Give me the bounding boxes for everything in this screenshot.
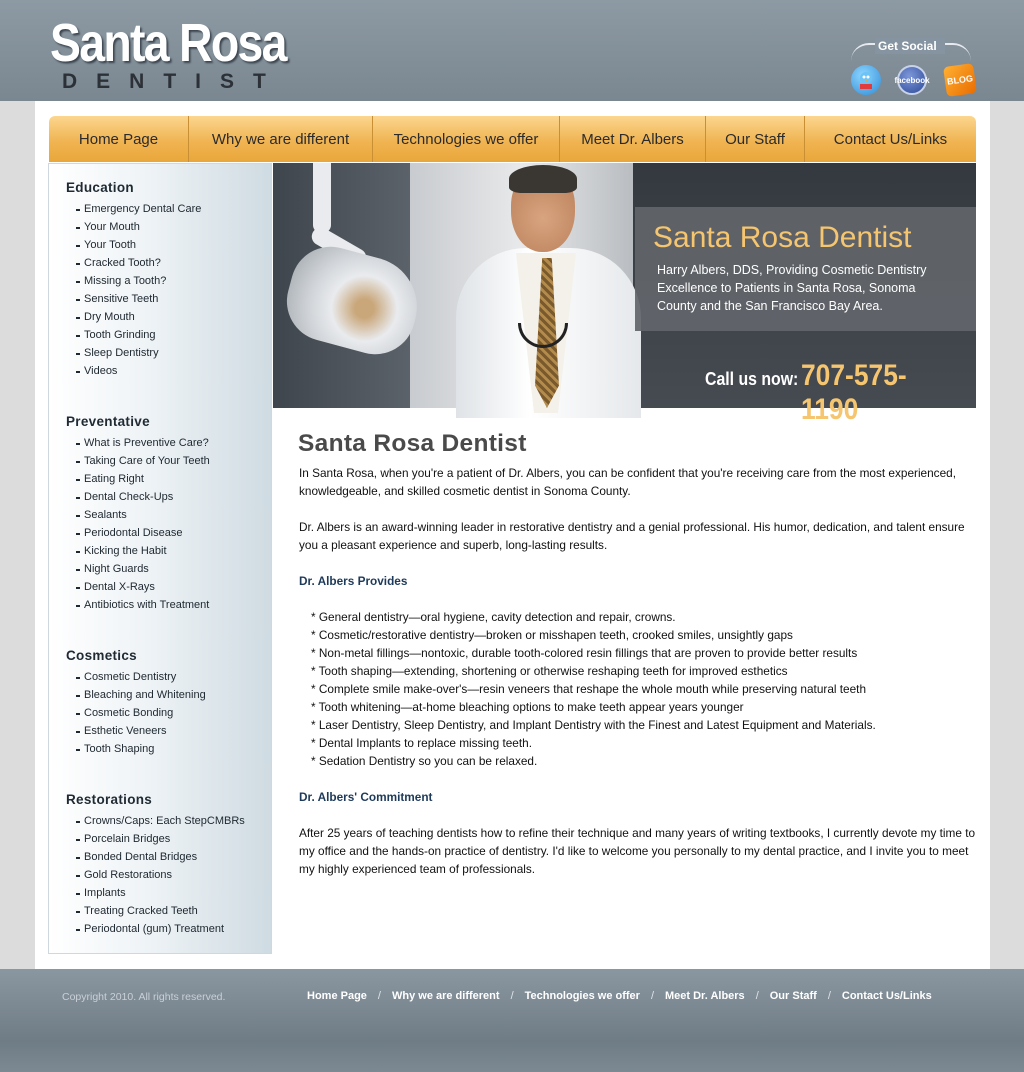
sidebar-link[interactable]: Emergency Dental Care <box>66 200 201 218</box>
footer-link-meet-dr-albers[interactable]: Meet Dr. Albers <box>665 990 745 1002</box>
sidebar-link[interactable]: Implants <box>66 884 245 902</box>
sidebar-link[interactable]: Periodontal Disease <box>66 524 210 542</box>
sidebar-link[interactable]: Your Mouth <box>66 218 201 236</box>
sidebar-link[interactable]: Gold Restorations <box>66 866 245 884</box>
sidebar-link[interactable]: Kicking the Habit <box>66 542 210 560</box>
sidebar-link[interactable]: Eating Right <box>66 470 210 488</box>
twitter-bird-icon[interactable] <box>851 65 881 95</box>
list-item: * Tooth whitening—at-home bleaching options to make teeth appear years younger <box>311 700 744 714</box>
list-item: * Dental Implants to replace missing teeth. <box>311 736 532 750</box>
footer-separator: / <box>510 990 514 1002</box>
provides-heading: Dr. Albers Provides <box>299 574 408 588</box>
sidebar-heading: Restorations <box>66 792 153 807</box>
sidebar-link[interactable]: Dental Check-Ups <box>66 488 210 506</box>
blog-icon[interactable]: BLOG <box>943 63 977 97</box>
sidebar-link[interactable]: Periodontal (gum) Treatment <box>66 920 245 938</box>
sidebar-link[interactable]: Sensitive Teeth <box>66 290 201 308</box>
sidebar-link[interactable]: Videos <box>66 362 201 380</box>
sidebar-link[interactable]: Sleep Dentistry <box>66 344 201 362</box>
sidebar-section-cosmetics <box>66 648 206 758</box>
sidebar-link[interactable]: Cosmetic Dentistry <box>66 668 206 686</box>
sidebar-link[interactable]: Tooth Shaping <box>66 740 206 758</box>
sidebar-link[interactable]: Cosmetic Bonding <box>66 704 206 722</box>
facebook-icon[interactable]: facebook <box>897 65 927 95</box>
list-item: * Laser Dentistry, Sleep Dentistry, and Implant Dentistry with the Finest and Latest Equipment and Materials. <box>311 718 876 732</box>
logo-subtitle[interactable]: DENTIST <box>62 70 285 93</box>
footer-link-why-different[interactable]: Why we are different <box>391 990 500 1002</box>
sidebar-link[interactable]: Bonded Dental Bridges <box>66 848 245 866</box>
hero-phone-number[interactable]: 707-575-1190 <box>801 359 907 426</box>
nav-technologies[interactable]: Technologies we offer <box>373 116 560 162</box>
sidebar-link[interactable]: Antibiotics with Treatment <box>66 596 210 614</box>
copyright-text: Copyright 2010. All rights reserved. <box>62 991 226 1003</box>
sidebar-link[interactable]: Bleaching and Whitening <box>66 686 206 704</box>
intro-paragraph: Dr. Albers is an award-winning leader in restorative dentistry and a genial professional. His humor, dedication, and talent ensure you a pleasant experience and superb, long-lasting results. <box>299 520 965 552</box>
footer-nav <box>307 990 932 1002</box>
sidebar-link[interactable]: Tooth Grinding <box>66 326 201 344</box>
footer-separator: / <box>377 990 381 1002</box>
intro-paragraph: In Santa Rosa, when you're a patient of Dr. Albers, you can be confident that you're receiving care from the most experienced, knowledgeable, and skilled cosmetic dentist in Sonoma County. <box>299 466 956 498</box>
sidebar-link[interactable]: Your Tooth <box>66 236 201 254</box>
sidebar-link[interactable]: Night Guards <box>66 560 210 578</box>
footer-separator: / <box>755 990 759 1002</box>
main-content <box>299 430 979 878</box>
list-item: * Complete smile make-over's—resin veneers that reshape the whole mouth while preserving natural teeth <box>311 682 867 696</box>
sidebar-link[interactable]: What is Preventive Care? <box>66 434 210 452</box>
hero-banner <box>273 163 976 426</box>
list-item: * Tooth shaping—extending, shortening or otherwise reshaping teeth for improved esthetics <box>311 664 788 678</box>
sidebar-link[interactable]: Dental X-Rays <box>66 578 210 596</box>
hero-call-label: Call us now: <box>705 369 799 389</box>
nav-home[interactable]: Home Page <box>49 116 189 162</box>
nav-contact[interactable]: Contact Us/Links <box>833 130 948 148</box>
social-heading: Get Social <box>878 39 937 53</box>
list-item: * Non-metal fillings—nontoxic, durable tooth-colored resin fillings that are proven to provide better results <box>311 646 858 660</box>
footer-link-our-staff[interactable]: Our Staff <box>769 990 817 1002</box>
list-item: * Cosmetic/restorative dentistry—broken or misshapen teeth, crooked smiles, unsightly gaps <box>311 628 793 642</box>
footer-separator: / <box>827 990 831 1002</box>
sidebar <box>48 163 272 954</box>
doctor-photo <box>509 165 577 193</box>
nav-meet-dr-albers[interactable]: Meet Dr. Albers <box>560 116 706 162</box>
sidebar-heading: Education <box>66 180 134 195</box>
sidebar-section-preventative <box>66 414 210 614</box>
sidebar-section-education <box>66 180 201 380</box>
provides-list <box>299 608 979 770</box>
footer-link-technologies[interactable]: Technologies we offer <box>524 990 640 1002</box>
hero-text-box <box>635 207 976 331</box>
sidebar-heading: Preventative <box>66 414 150 429</box>
commitment-paragraph: After 25 years of teaching dentists how to refine their technique and many years of writing textbooks, I currently devote my time to my office and the hands-on practice of dentistry. I'd like to welcome you personally to my dental practice, and I invite you to meet my highly experienced team of professionals. <box>299 826 976 876</box>
logo-title[interactable]: Santa Rosa <box>50 13 286 73</box>
sidebar-link[interactable]: Cracked Tooth? <box>66 254 201 272</box>
nav-our-staff[interactable]: Our Staff <box>706 116 805 162</box>
sidebar-link[interactable]: Treating Cracked Teeth <box>66 902 245 920</box>
main-nav <box>49 116 976 162</box>
sidebar-link[interactable]: Esthetic Veneers <box>66 722 206 740</box>
commitment-heading: Dr. Albers' Commitment <box>299 790 433 804</box>
sidebar-link[interactable]: Missing a Tooth? <box>66 272 201 290</box>
hero-description: Harry Albers, DDS, Providing Cosmetic Dentistry Excellence to Patients in Santa Rosa, Sonoma County and the San Francisco Bay Area. <box>657 263 927 313</box>
sidebar-link[interactable]: Taking Care of Your Teeth <box>66 452 210 470</box>
site-footer <box>0 969 1024 1072</box>
sidebar-link[interactable]: Crowns/Caps: Each StepCMBRs <box>66 812 245 830</box>
nav-why-different[interactable]: Why we are different <box>189 116 373 162</box>
sidebar-link[interactable]: Sealants <box>66 506 210 524</box>
sidebar-section-restorations <box>66 792 245 938</box>
footer-separator: / <box>650 990 654 1002</box>
footer-link-home[interactable]: Home Page <box>307 990 367 1002</box>
footer-link-contact[interactable]: Contact Us/Links <box>841 990 932 1002</box>
dental-lamp-arm <box>313 163 331 233</box>
sidebar-link[interactable]: Porcelain Bridges <box>66 830 245 848</box>
sidebar-heading: Cosmetics <box>66 648 137 663</box>
site-header <box>0 0 1024 101</box>
sidebar-link[interactable]: Dry Mouth <box>66 308 201 326</box>
list-item: * General dentistry—oral hygiene, cavity detection and repair, crowns. <box>311 610 676 624</box>
list-item: * Sedation Dentistry so you can be relaxed. <box>311 754 538 768</box>
hero-title: Santa Rosa Dentist <box>653 221 912 254</box>
page-title: Santa Rosa Dentist <box>298 430 527 457</box>
